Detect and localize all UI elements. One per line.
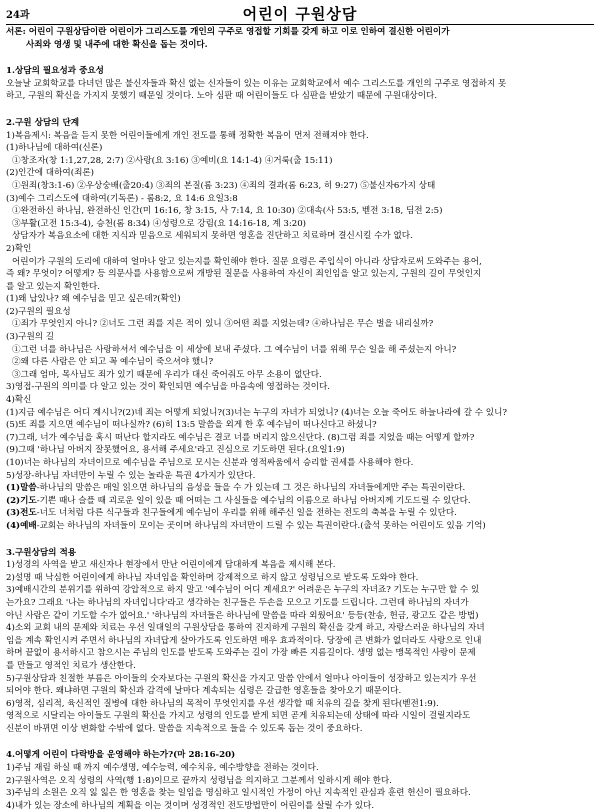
header [6,3,594,25]
paragraph-line: 6)영적, 심리적, 육신적인 질병에 대한 하나님의 목적이 무엇인지를 우선 생각할 때 치유의 길을 찾게 된다(벧전1:9). [6,698,439,709]
paragraph-line: 를 알고 있는지 확인한다. [6,281,100,292]
privilege-label: (4)예배 [6,520,37,531]
privilege-text: -너도 너처럼 다른 식구들과 친구들에게 예수님이 우리를 위해 해주신 일을 전하는 전도의 축복을 누릴 수 있단다. [36,508,457,519]
paragraph-line: 2)설명 때 낙심한 어린이에게 하나님 자녀임을 확인하며 강제적으로 하지 않고 성령님으로 받도록 도와야 한다. [6,572,419,583]
section-heading-1: 1.상담의 필요성과 중요성 [6,66,104,77]
privilege-text: -교회는 하나님의 자녀들이 모이는 곳이며 하나님의 자녀만이 드릴 수 있는 특권이란다.(출석 못하는 어린이도 있음 기억) [36,520,486,531]
paragraph-line: 신분이 바뀌면 이상 변화할 수밖에 없다. 말씀을 지속적으로 들을 수 있도록 돕는 것이 중요하다. [6,723,363,734]
privilege-text: -하나님의 말씀은 매일 읽으면 하나님의 음성을 들을 수 가 있는데 그 것은 하나님의 자녀들에게만 주는 특권이란다. [36,483,466,494]
paragraph-line: 오늘날 교회학교를 다녀던 많은 불신자들과 확신 없는 신자들이 있는 이유는 교회학교에서 예수 그리스도를 개인의 구주로 영접하지 못 [6,78,507,89]
paragraph-line: 되어야 한다. 왜냐하면 구원의 확신과 감격에 날마다 계속되는 심령은 갈급한 영혼들을 찾아오기 때문이다. [6,686,402,697]
privilege-line [6,520,594,533]
privilege-label: (2)기도 [6,495,37,506]
paragraph-line: 는가요? 그래요 '나는 하나님의 자녀입니다'라고 생각하는 친구들은 두손을 모으고 기도를 드립니다. 그런데 하나님의 자녀가 [6,597,469,608]
paragraph-line: 아닌 사람은 같이 기도할 수가 없어요.' '하나님의 자녀들은 하나님에 말씀을 따라 외웠어요' 등등(찬송, 헌금, 광고도 같은 방법) [6,610,479,621]
paragraph-line: (10)너는 하나님의 자녀이므로 예수님을 주님으로 모시는 신분과 영적싸움에서 승리할 권세를 사용해야 한다. [6,458,414,468]
paragraph-line: 3)영접-구원의 의미를 다 알고 있는 것이 확인되면 예수님을 마음속에 영접하는 것이다. [6,382,331,393]
paragraph-line: 를 만들고 영적인 치료가 생산한다. [6,660,136,671]
paragraph-line: 4)소외 교회 내의 문제와 치료는 우선 일대일의 구원상담을 통하여 진지하게 구원의 확신을 갖게 하고, 자랑스러운 하나님의 자녀 [6,623,485,634]
privilege-text: -기쁜 때나 슬플 때 괴로운 일이 있을 때 어떠는 그 사실들을 예수님의 이름으로 하나님 아버지께 기도드릴 수 있단다. [36,495,471,506]
paragraph-line: 3)주님의 소원은 오직 잃 잃은 한 영혼을 찾는 일임을 명심하고 일시적인 가정이 아닌 지속적인 관심과 훈련 헌신이 필요하다. [6,788,471,799]
paragraph-line: 4)확신 [6,395,32,406]
paragraph-line: ①창조자(창 1:1,27,28, 2:7) ②사랑(요 3:16) ③예비(요 14:1-4) ④거룩(출 15:11) [12,155,333,166]
paragraph-line: (2)인간에 대하여(죄론) [6,168,95,179]
intro-line: 사죄와 영생 및 내주에 대한 확신을 돕는 것이다. [26,39,208,50]
paragraph-line: 즉 왜? 무엇이? 어떻게? 등 의문사를 사용함으로써 개방된 질문을 사용하여 자신이 죄인임을 알고 있는지, 구원의 길이 무엇인지 [6,269,482,280]
paragraph-line: 영적으로 시달리는 아이들도 구원의 확신을 가지고 성령의 인도를 받게 되면 곧게 치유되는데 상태에 따라 시일이 걸릴지라도 [6,711,471,722]
paragraph-line: ③그래 엄마, 목사님도 죄가 있기 때문에 우리가 대신 죽어줘도 아무 소용이 없단다. [12,369,322,380]
privilege-line [6,507,594,520]
paragraph-line: ①완전하신 하나님, 완전하신 인간(미 16:16, 창 3:15, 사 7:14, 요 10:30) ②대속(사 53:5, 벧전 3:18, 딤전 2:5) [12,206,443,217]
paragraph-line: 임을 계속 확인시켜 주면서 하나님의 자녀답게 살아가도록 인도하면 매우 효과적이다. 당장에 큰 변화가 없더라도 사랑으로 인내 [6,635,482,646]
paragraph-line: 하며 끝없이 용서하시고 참으시는 주님의 인도를 받도록 도와주는 길이 가장 빠른 지름길이다. 생명 없는 맹목적인 사랑이 문제 [6,648,476,659]
paragraph-line: 3)예배시간의 분위기를 위하여 강압적으로 하지 말고 '예수님이 어디 계세요?' 어려운은 누구의 자녀죠? 기도는 누구만 할 수 있 [6,585,480,596]
privilege-label: (3)전도 [6,508,37,519]
paragraph-line: ①그런 너를 하나님은 사랑하셔서 예수님을 이 세상에 보내 주셨다. 그 예수님이 너를 위해 무슨 일을 해 주셨는지 아니? [12,344,457,355]
privilege-line [6,482,594,495]
section-heading-4: 4.어떻게 어린이 다락방을 운영해야 하는가?(마 28:16-20) [6,750,236,761]
paragraph-line: (3)구원의 길 [6,332,55,343]
page-title: 어린이 구원상담 [242,5,358,23]
paragraph-line: 2)확인 [6,243,32,254]
paragraph-line: 2)구원사역은 오직 성령의 사역(행 1:8)이므로 끝까지 성령님을 의지하고 그분께서 일하시게 해야 한다. [6,775,392,786]
paragraph-line: ①죄가 무엇인지 아니? ②너도 그런 죄를 지은 적이 있니 ③어떤 죄를 지었는데? ④하나님은 무슨 벌을 내리실까? [12,319,434,330]
paragraph-line: 하고, 구원의 확신을 가지지 못했기 때문일 것이다. 노아 심판 때 어린이들도 다 심판을 받았기 때문에 구원대상이다. [6,91,438,102]
paragraph-line: (1)하나님에 대하여(신론) [6,143,103,154]
paragraph-line: 1)성경의 사역을 받고 새신자나 현장에서 만난 어린이에게 담대하게 복음을 제시해 본다. [6,560,336,571]
paragraph-line: 1)주님 재림 하실 때 까지 예수생명, 예수능력, 예수치유, 예수방향을 전하는 것이다. [6,763,319,774]
paragraph-line: 5)성장-하나님 자녀만이 누릴 수 있는 놀라운 특권 4가지가 있단다. [6,470,256,481]
paragraph-line: (9)그때 '하나님 아버지 잘못했어요, 용서해 주세요'라고 진심으로 기도하면 된다.(요일1:9) [6,445,345,456]
paragraph-line: (1)왜 납있나? 왜 예수님을 믿고 싶은데?(확인) [6,294,181,305]
paragraph-line: 5)구원상담과 친절한 부름은 아이들의 숫자보다는 구원의 확신을 가지고 말씀 안에서 얼마나 아이들이 성장하고 있는지가 우선 [6,673,477,684]
paragraph-line: (7)그래, 너가 예수님을 혹시 떠난다 할지라도 예수님은 결코 너를 버리지 않으신단다. (8)그럼 죄를 지었을 때는 어떻게 할까? [6,432,475,443]
paragraph-line: 어린이가 구원의 도리에 대하여 얼마나 알고 있는지를 확인해야 한다. 질문 요령은 주입식이 아니라 상담자로써 도와주는 용어, [12,256,482,267]
section-heading-2: 2.구원 상담의 단계 [6,117,80,128]
paragraph-line: 상담자가 복음요소에 대한 지식과 믿음으로 세워되지 못하면 영혼을 진단하고 치료하며 결신시킬 수가 없다. [12,231,413,242]
paragraph-line: ③부활(고전 15:3-4), 승천(롬 8:34) ④성령으로 강림(요 14:16-18, 계 3:20) [12,218,307,229]
privilege-label: (1)말씀 [6,483,37,494]
paragraph-line: (2)구원의 필요성 [6,306,71,317]
section-heading-3: 3.구원상담의 적용 [6,547,77,558]
privilege-line [6,495,594,508]
lesson-number: 24과 [6,10,30,21]
paragraph-line: (5)또 죄를 지으면 예수님이 떠나실까? (6)히 13:5 말씀을 외게 한 후 예수님이 떠나신다고 하셨니? [6,420,377,431]
paragraph-line: (3)예수 그리스도에 대하여(기독론) - 롬8:2, 요 14:6 요일3:8 [6,193,238,204]
paragraph-line: 4)내가 있는 장소에 하나님의 계획을 이는 것이며 성경적인 전도방법만이 어린이를 살릴 수가 있다. [6,800,375,811]
paragraph-line: ②왜 다른 사람은 안 되고 꼭 예수님이 죽으셔야 했니? [12,357,214,368]
paragraph-line: ①원죄(창3:1-6) ②우상숭배(출20:4) ③죄의 본질(롬 3:23) ④죄의 결과(롬 6:23, 히 9:27) ⑤불신자6가지 상태 [12,180,436,191]
intro-line: 서론: 어린이 구원상담이란 어린이가 그리스도를 개인의 구주로 영접할 기회를 갖게 하고 이로 인하여 결신한 어린이가 [6,27,450,37]
paragraph-line: 1)복음제시: 복음을 듣지 못한 어린이들에게 개인 전도를 통해 정확한 복음이 먼저 전해져야 한다. [6,130,369,141]
paragraph-line: (1)지금 예수님은 어디 계시니?(2)네 죄는 어떻게 되었니?(3)너는 누구의 자녀가 되었니? (4)너는 오늘 죽어도 하늘나라에 갈 수 있니? [6,407,508,418]
